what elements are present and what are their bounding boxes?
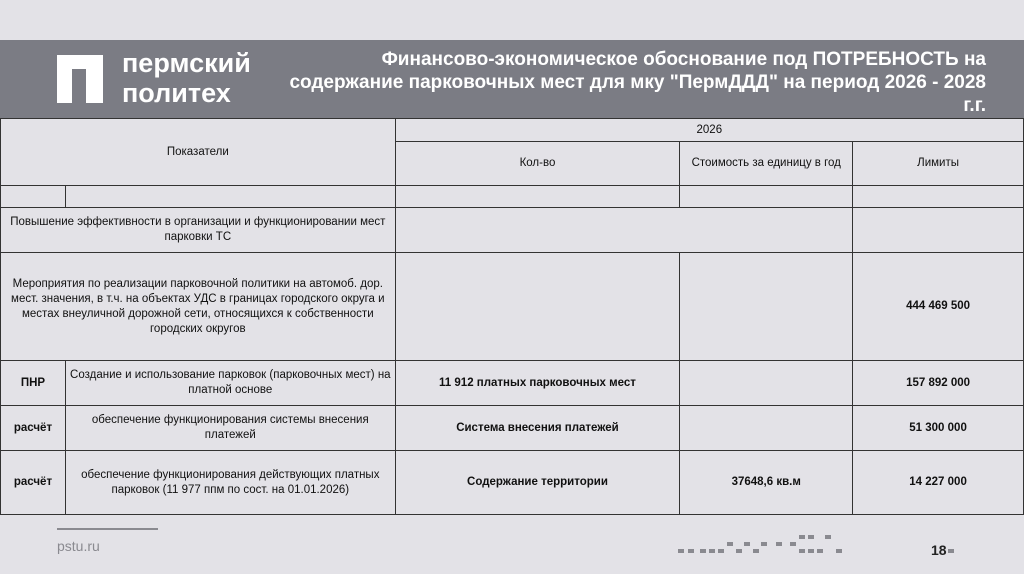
table-row: ПНР Создание и использование парковок (парковочных мест) на платной основе 11 912 платных парковочных мест 157 892 000 [1, 361, 1024, 406]
header-limits: Лимиты [853, 142, 1024, 186]
header-band [0, 40, 1024, 118]
table-row: Мероприятия по реализации парковочной политики на автомоб. дор. мест. значения, в т.ч. на объектах УДС в границах городского округа и местах внеуличной дорожной сети, относящихся к собственности городских округов 444 469 500 [1, 253, 1024, 361]
decorative-dots-icon [678, 535, 958, 557]
table-row: Повышение эффективности в организации и функционировании мест парковки ТС [1, 208, 1024, 253]
logo-line1: пермский [122, 48, 251, 78]
budget-table [0, 118, 1024, 515]
header-year: 2026 [395, 119, 1023, 142]
header-indicators: Показатели [1, 119, 396, 186]
header-qty: Кол-во [395, 142, 680, 186]
header-unit-cost: Стоимость за единицу в год [680, 142, 853, 186]
table-row: расчёт обеспечение функционирования системы внесения платежей Система внесения платежей 51 300 000 [1, 406, 1024, 451]
slide-title: Финансово-экономическое обоснование под ПОТРЕБНОСТЬ на содержание парковочных мест для мку "ПермДДД" на период 2026 - 2028 г.г. [289, 49, 986, 116]
table-row: расчёт обеспечение функционирования действующих платных парковок (11 977 ппм по сост. на 01.01.2026) Содержание территории 37648,6 кв.м 14 227 000 [1, 451, 1024, 515]
page-number: 18 [931, 542, 947, 558]
footer-divider [57, 528, 158, 530]
logo-line2: политех [122, 78, 231, 108]
footer-site: pstu.ru [57, 538, 100, 554]
logo-text [122, 48, 251, 108]
logo-icon [57, 55, 103, 103]
